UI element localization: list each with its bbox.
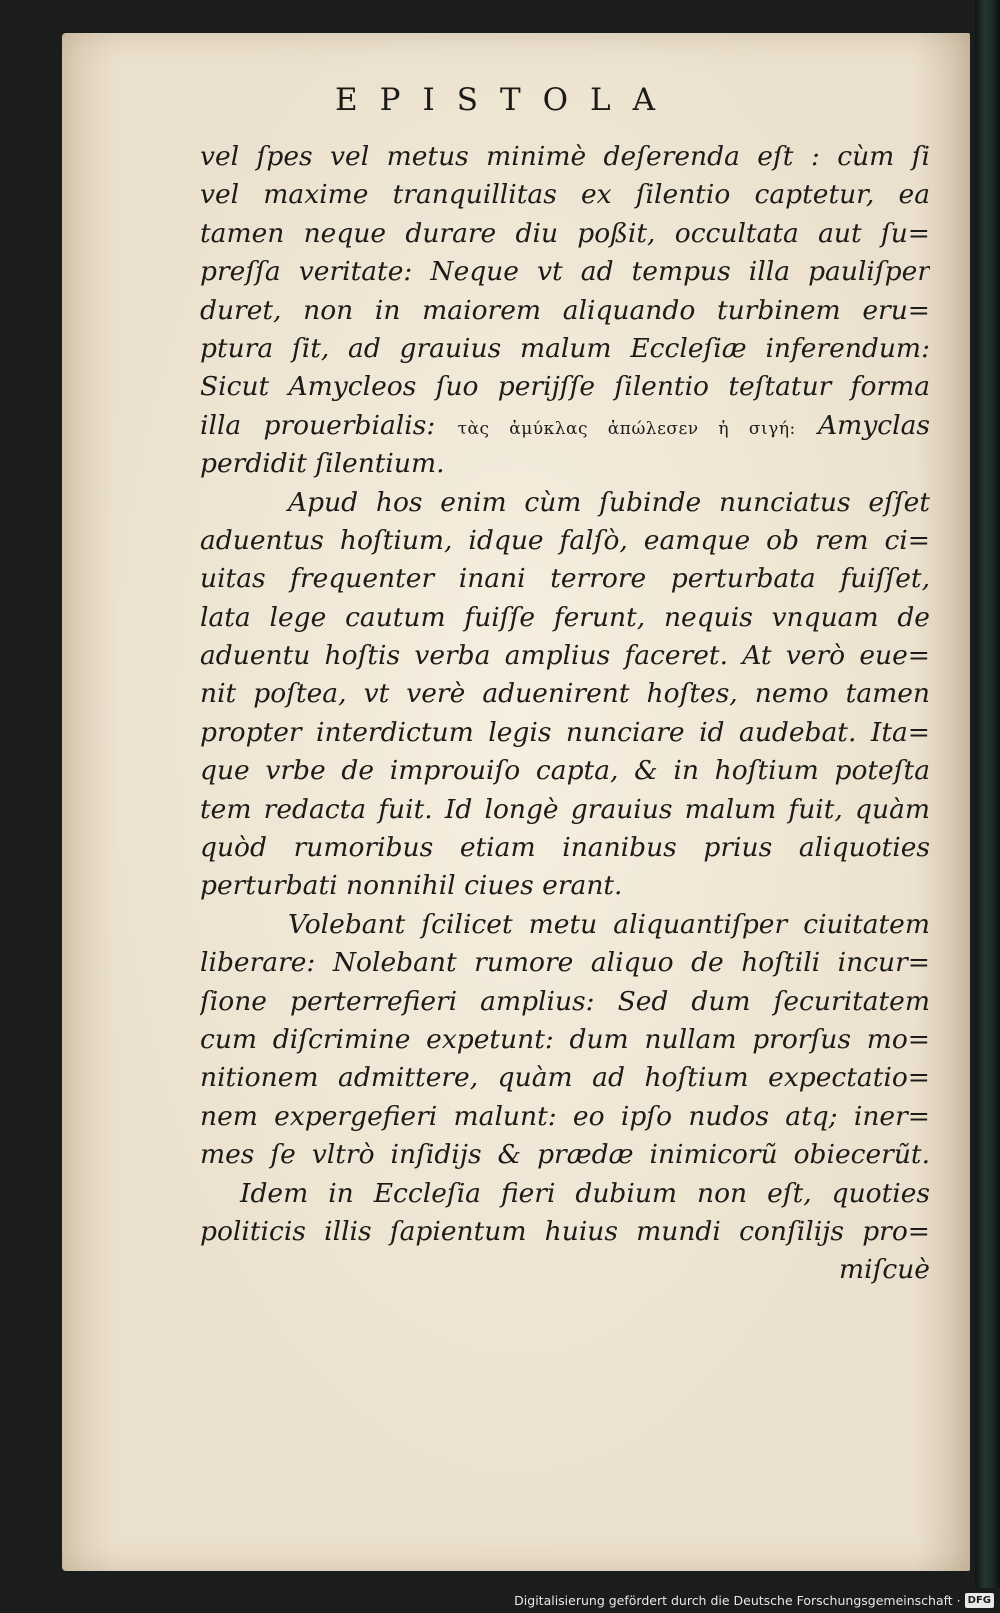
text-line-19: quòd rumoribus etiam inanibus prius aliquoties — [200, 832, 930, 864]
text-line-28: Idem in Eccleſia fieri dubium non eſt, quoties — [240, 1177, 930, 1209]
text-line-27: mes ſe vltrò inſidijs & prædæ inimicorũ obiecerũt. — [200, 1139, 930, 1171]
text-line-9: perdidit ſilentium. — [200, 448, 445, 480]
text-line-25: nitionem admittere, quàm ad hoſtium expectatio= — [200, 1062, 930, 1094]
text-line-7: Sicut Amycleos ſuo perijſſe ſilentio teſtatur forma — [200, 371, 930, 403]
text-line-20: perturbati nonnihil ciues erant. — [200, 870, 623, 902]
text-line-8 — [200, 407, 930, 445]
text-line-8-end: Amyclas — [818, 409, 930, 441]
text-line-14: aduentu hoſtis verba amplius faceret. At verò eue= — [200, 640, 930, 672]
body-text — [200, 138, 930, 1290]
text-line-26: nem expergefieri malunt: eo ipſo nudos atq; iner= — [200, 1100, 930, 1132]
credit-text: Digitalisierung gefördert durch die Deutsche Forschungsgemeinschaft · — [514, 1592, 961, 1608]
running-head: EPISTOLA — [335, 82, 678, 118]
text-line-10: Apud hos enim cùm ſubinde nunciatus eſſet — [288, 486, 930, 518]
text-line-8-start: illa prouerbialis: — [200, 409, 436, 441]
text-line-4: preſſa veritate: Neque vt ad tempus illa pauliſper — [200, 256, 930, 288]
text-line-2: vel maxime tranquillitas ex ſilentio captetur, ea — [200, 179, 930, 211]
text-line-24: cum diſcrimine expetunt: dum nullam prorſus mo= — [200, 1023, 930, 1055]
text-line-18: tem redacta fuit. Id longè grauius malum fuit, quàm — [200, 793, 930, 825]
text-line-11: aduentus hoſtium, idque falſò, eamque ob rem ci= — [200, 524, 930, 556]
text-line-21: Volebant ſcilicet metu aliquantiſper ciuitatem — [288, 908, 930, 940]
text-line-22: liberare: Nolebant rumore aliquo de hoſtili incur= — [200, 947, 930, 979]
catchword: miſcuè — [838, 1254, 930, 1286]
text-line-12: uitas frequenter inani terrore perturbata fuiſſet, — [200, 563, 930, 595]
text-line-15: nit poſtea, vt verè aduenirent hoſtes, nemo tamen — [200, 678, 930, 710]
text-line-23: ſione perterrefieri amplius: Sed dum ſecuritatem — [200, 985, 930, 1017]
text-line-5: duret, non in maiorem aliquando turbinem eru= — [200, 294, 930, 326]
dfg-logo: DFG — [965, 1593, 994, 1608]
digitization-credit — [514, 1589, 994, 1611]
text-line-29: politicis illis ſapientum huius mundi conſilijs pro= — [200, 1215, 930, 1247]
book-binding — [975, 0, 1000, 1588]
text-line-3: tamen neque durare diu poßit, occultata aut ſu= — [200, 217, 930, 249]
text-line-6: ptura ſit, ad grauius malum Eccleſiæ inferendum: — [200, 332, 930, 364]
text-line-1: vel ſpes vel metus minimè deſerenda eſt : cùm ſi — [200, 141, 930, 172]
text-line-16: propter interdictum legis nunciare id audebat. Ita= — [200, 716, 930, 748]
text-line-13: lata lege cautum fuiſſe ferunt, nequis vnquam de — [200, 601, 930, 633]
greek-proverb: τὰς ἀμύκλας ἀπώλεσεν ἡ σιγή: — [457, 418, 796, 439]
text-line-17: que vrbe de improuiſo capta, & in hoſtium poteſta — [200, 755, 930, 787]
